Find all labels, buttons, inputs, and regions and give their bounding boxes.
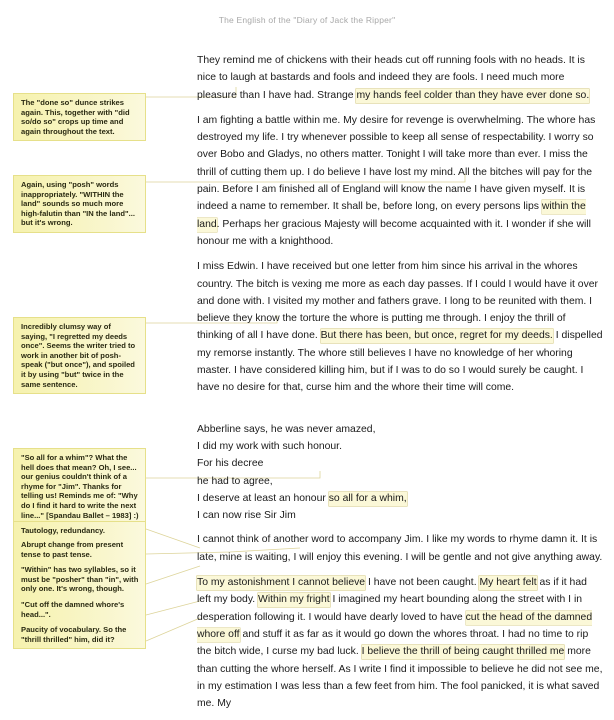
highlight-my-heart-felt: My heart felt [479,577,537,589]
paragraph-2-text-a: I am fighting a battle within me. My desire for revenge is overwhelming. The whore has destroyed my life. I try whenever possible to keep all sense of respectability. I worry so over Bobo and Gladys, no others matter. Tonight I will take more than ever. I miss the thrill of cutting them up. I do believe I have lost my mind. All the bitches will pay for the pain. Before I am finished all of England will know the name I have given myself. It is indeed a name to remember. It shall be, before long, on every persons lips [197,114,596,213]
annotation-note-tautology: Tautology, redundancy. [13,521,146,540]
paragraph-2 [197,112,603,250]
connector-within-syllables [146,566,200,584]
verse-line-6: I can now rise Sir Jim [197,510,296,522]
document-body [197,52,603,720]
paragraph-5 [197,574,603,712]
paragraph-2-text-b: . Perhaps her gracious Majesty will become acquainted with it. I wonder if she will honour me with a knighthood. [197,218,591,247]
paragraph-1-text: They remind me of chickens with their heads cut off running fools with no heads. It is nice to laugh at bastards and fools and indeed they are fools. I need much more pleasure than I have had. Strange [197,55,585,101]
verse-line-2: I did my work with such honour. [197,440,342,452]
paragraph-5-text-a: I have not been caught. [365,577,480,589]
paragraph-3-text-b: I dispelled my remorse instantly. The whore still believes I have no knowledge of her whoring master. I have considered killing him, but if I was to do so I would surely be caught. I have no desire for that, curse him and the whore their time will come. [197,330,603,394]
annotation-note-tense-change: Abrupt change from present tense to past tense. [13,536,146,564]
highlight-within-the-land: within the land [197,201,586,230]
connector-tautology [146,529,200,548]
paragraph-3 [197,258,603,396]
annotation-note-cut-off-head: "Cut off the damned whore's head...". [13,596,146,624]
verse-spacer-top [197,405,603,421]
highlight-cut-the-head: cut the head of the damned whore off [197,611,593,640]
verse-line-3: For his decree [197,458,264,470]
verse-line-4: he had to agree, [197,475,273,487]
annotation-note-clumsy-regret: Incredibly clumsy way of saying, "I regretted my deeds once". Seems the writer tried to work in another bit of posh-speak ("but once"), and spoiled it by using "but" twice in the same sentence. [13,317,146,394]
verse-line-5 [197,490,603,507]
paragraph-5-text-e: more than cutting the whore herself. As I write I find it impossible to believe he did not see me, in my estimation I was less than a few feet from him. The fool panicked, it is what saved me. My [197,646,603,710]
highlight-but-once-regret: But there has been, but once, regret for my deeds. [320,330,553,342]
verse-spacer-bottom [197,524,603,531]
annotation-note-posh-within: Again, using "posh" words inappropriately. "WITHIN the land" sounds so much more high-falutin than "IN the land"... but it's wrong. [13,175,146,233]
connector-paucity-vocab [146,618,200,641]
paragraph-3-text-a: I miss Edwin. I have received but one letter from him since his arrival in the whores country. The bitch is vexing me more as each day passes. If I could I would have it over and done with. I visited my mother and fathers grave. I long to be reunited with them. I believe they know the torture the whore is putting me through. I enjoy the thrill of thinking of all I have done. [197,261,599,342]
annotation-note-done-so: The "done so" dunce strikes again. This, together with "did so/do so" crops up time and again throughout the text. [13,93,146,141]
annotation-note-paucity-vocab: Paucity of vocabulary. So the "thrill thrilled" him, did it? [13,621,146,649]
highlight-thrill-thrilled: I believe the thrill of being caught thrilled me [361,646,565,658]
verse-line-1: Abberline says, he was never amazed, [197,423,376,435]
annotation-note-within-syllables: "Within" has two syllables, so it must be "posher" than "in", with only one. It's wrong, though. [13,561,146,599]
highlight-within-my-fright: Within my fright [258,594,330,606]
highlight-hands-colder: my hands feel colder than they have ever done so. [356,89,590,101]
paragraph-1 [197,52,603,104]
verse-line-5-text: I deserve at least an honour [197,492,329,504]
highlight-astonishment-cannot-believe: To my astonishment I cannot believe [197,577,366,589]
highlight-all-for-a-whim: so all for a whim, [328,492,407,504]
page-title: The English of the "Diary of Jack the Ripper" [218,15,396,25]
paragraph-5-text-c: I imagined my heart bounding along the street with I in desperation following it. I would have dearly loved to have [197,594,583,623]
paragraph-5-text-d: and stuff it as far as it would go down the whores throat. I had no time to rip the bitch wide, I curse my bad luck. [197,628,589,658]
connector-cut-off-head [146,601,200,615]
paragraph-5-text-b: as if it had left my body. [197,577,587,606]
paragraph-4: I cannot think of another word to accompany Jim. I like my words to rhyme damn it. It is late, mine is waiting, I will enjoy this evening. I will be gentle and not give anything away. [197,534,603,563]
annotation-note-whim-rhyme: "So all for a whim"? What the hell does that mean? Oh, I see... our genius couldn't think of a rhyme for "Jim". Thanks for telling us! Reminds me of: "Why do I find it hard to write the next line..." [Spandau Ballet – 1983] :) [13,448,146,525]
